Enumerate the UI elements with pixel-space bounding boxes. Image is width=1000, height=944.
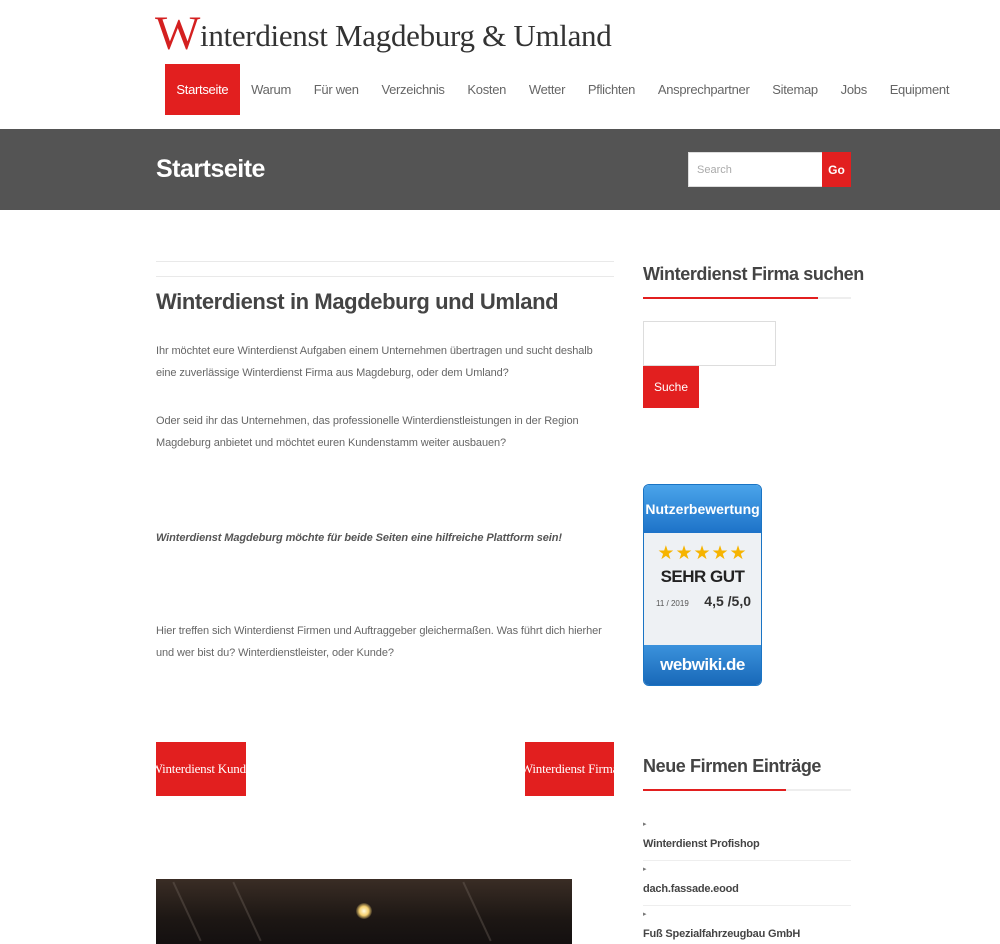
photo-branch [172, 882, 201, 942]
photo-branch [462, 882, 491, 942]
firm-list-item[interactable] [643, 861, 851, 906]
winter-night-photo [156, 879, 572, 944]
site-logo[interactable] [155, 7, 612, 60]
nav-item-pflichten[interactable]: Pflichten [587, 82, 636, 97]
platform-statement: Winterdienst Magdeburg möchte für beide Seiten eine hilfreiche Plattform sein! [156, 532, 562, 544]
nav-item-ansprechpartner[interactable]: Ansprechpartner [657, 82, 750, 97]
badge-score-row [644, 593, 761, 609]
sidebar-new-firms-rule [643, 789, 851, 791]
site-header [0, 0, 1000, 129]
main-nav [165, 64, 961, 115]
firm-name: Winterdienst Profishop [643, 838, 760, 850]
content-divider-bottom [156, 276, 614, 277]
firm-search-button[interactable]: Suche [643, 366, 699, 408]
logo-text: interdienst Magdeburg & Umland [200, 18, 612, 53]
sidebar-search-title: Winterdienst Firma suchen [643, 264, 864, 284]
logo-initial: W [155, 7, 201, 60]
nav-item-sitemap[interactable]: Sitemap [772, 82, 818, 97]
intro-paragraph-3: Hier treffen sich Winterdienst Firmen und Auftraggeber gleichermaßen. Was führt dich hierher und wer bist du? Winterdienstleister, oder Kunde? [156, 625, 602, 659]
firm-name: Fuß Spezialfahrzeugbau GmbH [643, 928, 801, 940]
winterdienst-firma-button[interactable]: Winterdienst Firma [525, 742, 614, 796]
chevron-right-icon: ▸ [643, 821, 647, 828]
photo-branch [232, 882, 261, 942]
nav-item-kosten[interactable]: Kosten [467, 82, 507, 97]
header-search-input[interactable] [688, 152, 822, 187]
content-divider-top [156, 261, 614, 262]
badge-title: Nutzerbewertung [644, 485, 761, 533]
firm-list-item[interactable] [643, 906, 851, 944]
winterdienst-kunde-button[interactable]: Winterdienst Kunde [156, 742, 246, 796]
page-title: Startseite [156, 155, 265, 183]
sidebar-new-firms-title: Neue Firmen Einträge [643, 756, 822, 776]
chevron-right-icon: ▸ [643, 911, 647, 918]
sidebar-title-rule [643, 297, 851, 299]
firm-list-item[interactable] [643, 816, 851, 861]
nav-item-wetter[interactable]: Wetter [528, 82, 566, 97]
main-heading: Winterdienst in Magdeburg und Umland [156, 289, 559, 314]
nav-item-verzeichnis[interactable]: Verzeichnis [381, 82, 445, 97]
rating-stars-icon: ★★★★★ [657, 543, 748, 564]
new-firms-list [643, 816, 851, 944]
nav-item-jobs[interactable]: Jobs [840, 82, 867, 97]
chevron-right-icon: ▸ [643, 866, 647, 873]
nav-item-equipment[interactable]: Equipment [889, 82, 950, 97]
nav-item-startseite[interactable]: Startseite [165, 64, 240, 115]
badge-score: 4,5 /5,0 [704, 593, 751, 609]
street-light [356, 903, 372, 919]
firm-name: dach.fassade.eood [643, 883, 739, 895]
nav-item-warum[interactable]: Warum [251, 82, 291, 97]
badge-date: 11 / 2019 [656, 599, 689, 608]
badge-rating-text: SEHR GUT [660, 567, 745, 586]
firm-search-input[interactable] [643, 321, 776, 366]
webwiki-logo: webwiki.de [644, 645, 761, 685]
header-search-button[interactable]: Go [822, 152, 851, 187]
intro-paragraph-1: Ihr möchtet eure Winterdienst Aufgaben einem Unternehmen übertragen und sucht deshalb eine zuverlässige Winterdienst Firma aus Magdeburg, oder dem Umland? [156, 345, 593, 379]
webwiki-rating-badge[interactable] [643, 484, 762, 686]
nav-item-fuer-wen[interactable]: Für wen [313, 82, 359, 97]
intro-paragraph-2: Oder seid ihr das Unternehmen, das professionelle Winterdienstleistungen in der Region Magdeburg anbietet und möchtet euren Kundenstamm weiter ausbauen? [156, 415, 579, 449]
